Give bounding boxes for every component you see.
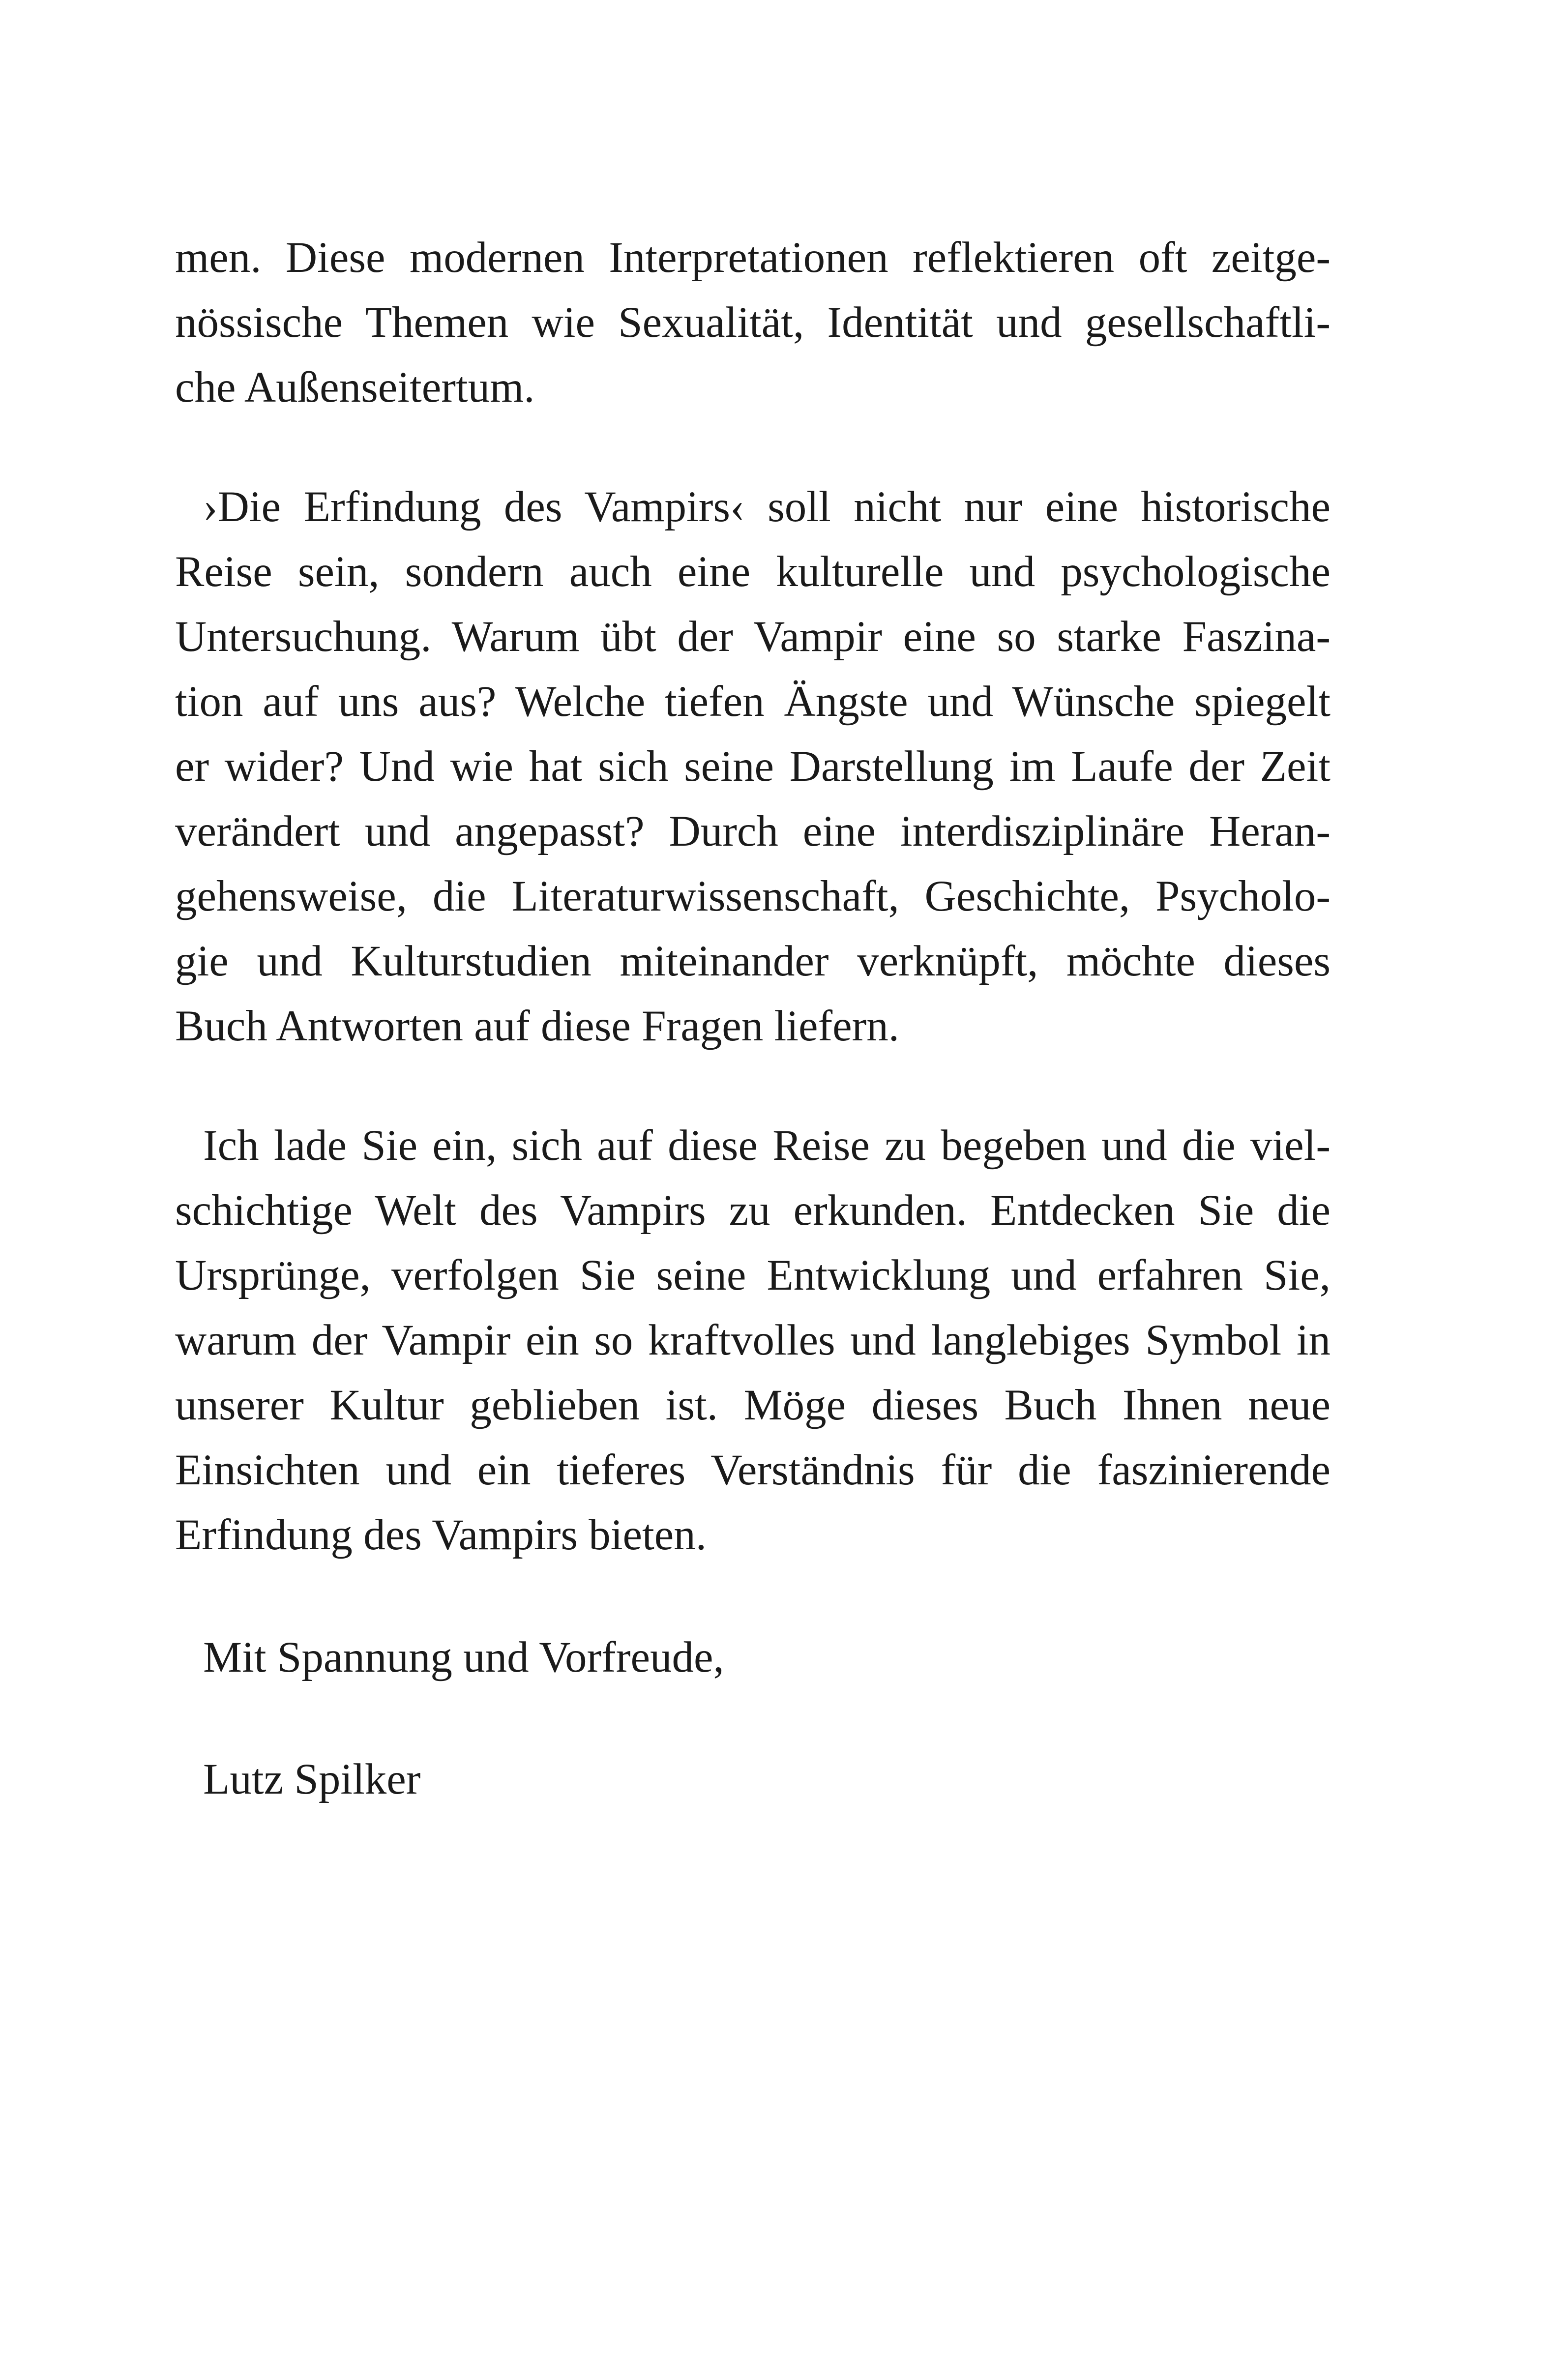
text-line: tion auf uns aus? Welche tiefen Ängste und Wünsche spiegelt (175, 678, 1331, 726)
text-line: Ursprünge, verfolgen Sie seine Entwicklung und erfahren Sie, (175, 1251, 1331, 1299)
text-line: er wider? Und wie hat sich seine Darstellung im Laufe der Zeit (175, 742, 1331, 791)
text-line: warum der Vampir ein so kraftvolles und langlebiges Symbol in (175, 1316, 1331, 1364)
text-line: nössische Themen wie Sexualität, Identität und gesellschaftli- (175, 298, 1331, 347)
text-line: unserer Kultur geblieben ist. Möge dieses Buch Ihnen neue (175, 1381, 1331, 1429)
paragraph-continuation (175, 225, 1331, 420)
text-line: Reise sein, sondern auch eine kulturelle und psychologische (175, 548, 1331, 596)
text-line: schichtige Welt des Vampirs zu erkunden. Entdecken Sie die (175, 1186, 1331, 1235)
author-signature (175, 1747, 1331, 1812)
text-line: ›Die Erfindung des Vampirs‹ soll nicht nur eine historische (203, 483, 1331, 531)
text-line: che Außenseitertum. (175, 363, 535, 412)
text-line: Ich lade Sie ein, sich auf diese Reise zu begeben und die viel- (203, 1121, 1331, 1170)
text-line: Buch Antworten auf diese Fragen liefern. (175, 1002, 899, 1050)
closing-salutation (175, 1625, 1331, 1690)
text-line: gehensweise, die Literaturwissenschaft, Geschichte, Psycholo- (175, 872, 1331, 920)
text-line: men. Diese modernen Interpretationen reflektieren oft zeitge- (175, 234, 1331, 282)
author-name: Lutz Spilker (203, 1755, 421, 1803)
paragraph-book-purpose (175, 474, 1331, 1059)
text-line: verändert und angepasst? Durch eine interdisziplinäre Heran- (175, 807, 1331, 856)
book-page (175, 225, 1331, 1812)
text-line: Erfindung des Vampirs bieten. (175, 1511, 707, 1559)
text-line: Untersuchung. Warum übt der Vampir eine so starke Faszina- (175, 613, 1331, 661)
text-line: gie und Kulturstudien miteinander verknüpft, möchte dieses (175, 937, 1331, 985)
closing-line: Mit Spannung und Vorfreude, (203, 1633, 724, 1682)
text-line: Einsichten und ein tieferes Verständnis für die faszinierende (175, 1446, 1331, 1494)
paragraph-invitation (175, 1113, 1331, 1567)
